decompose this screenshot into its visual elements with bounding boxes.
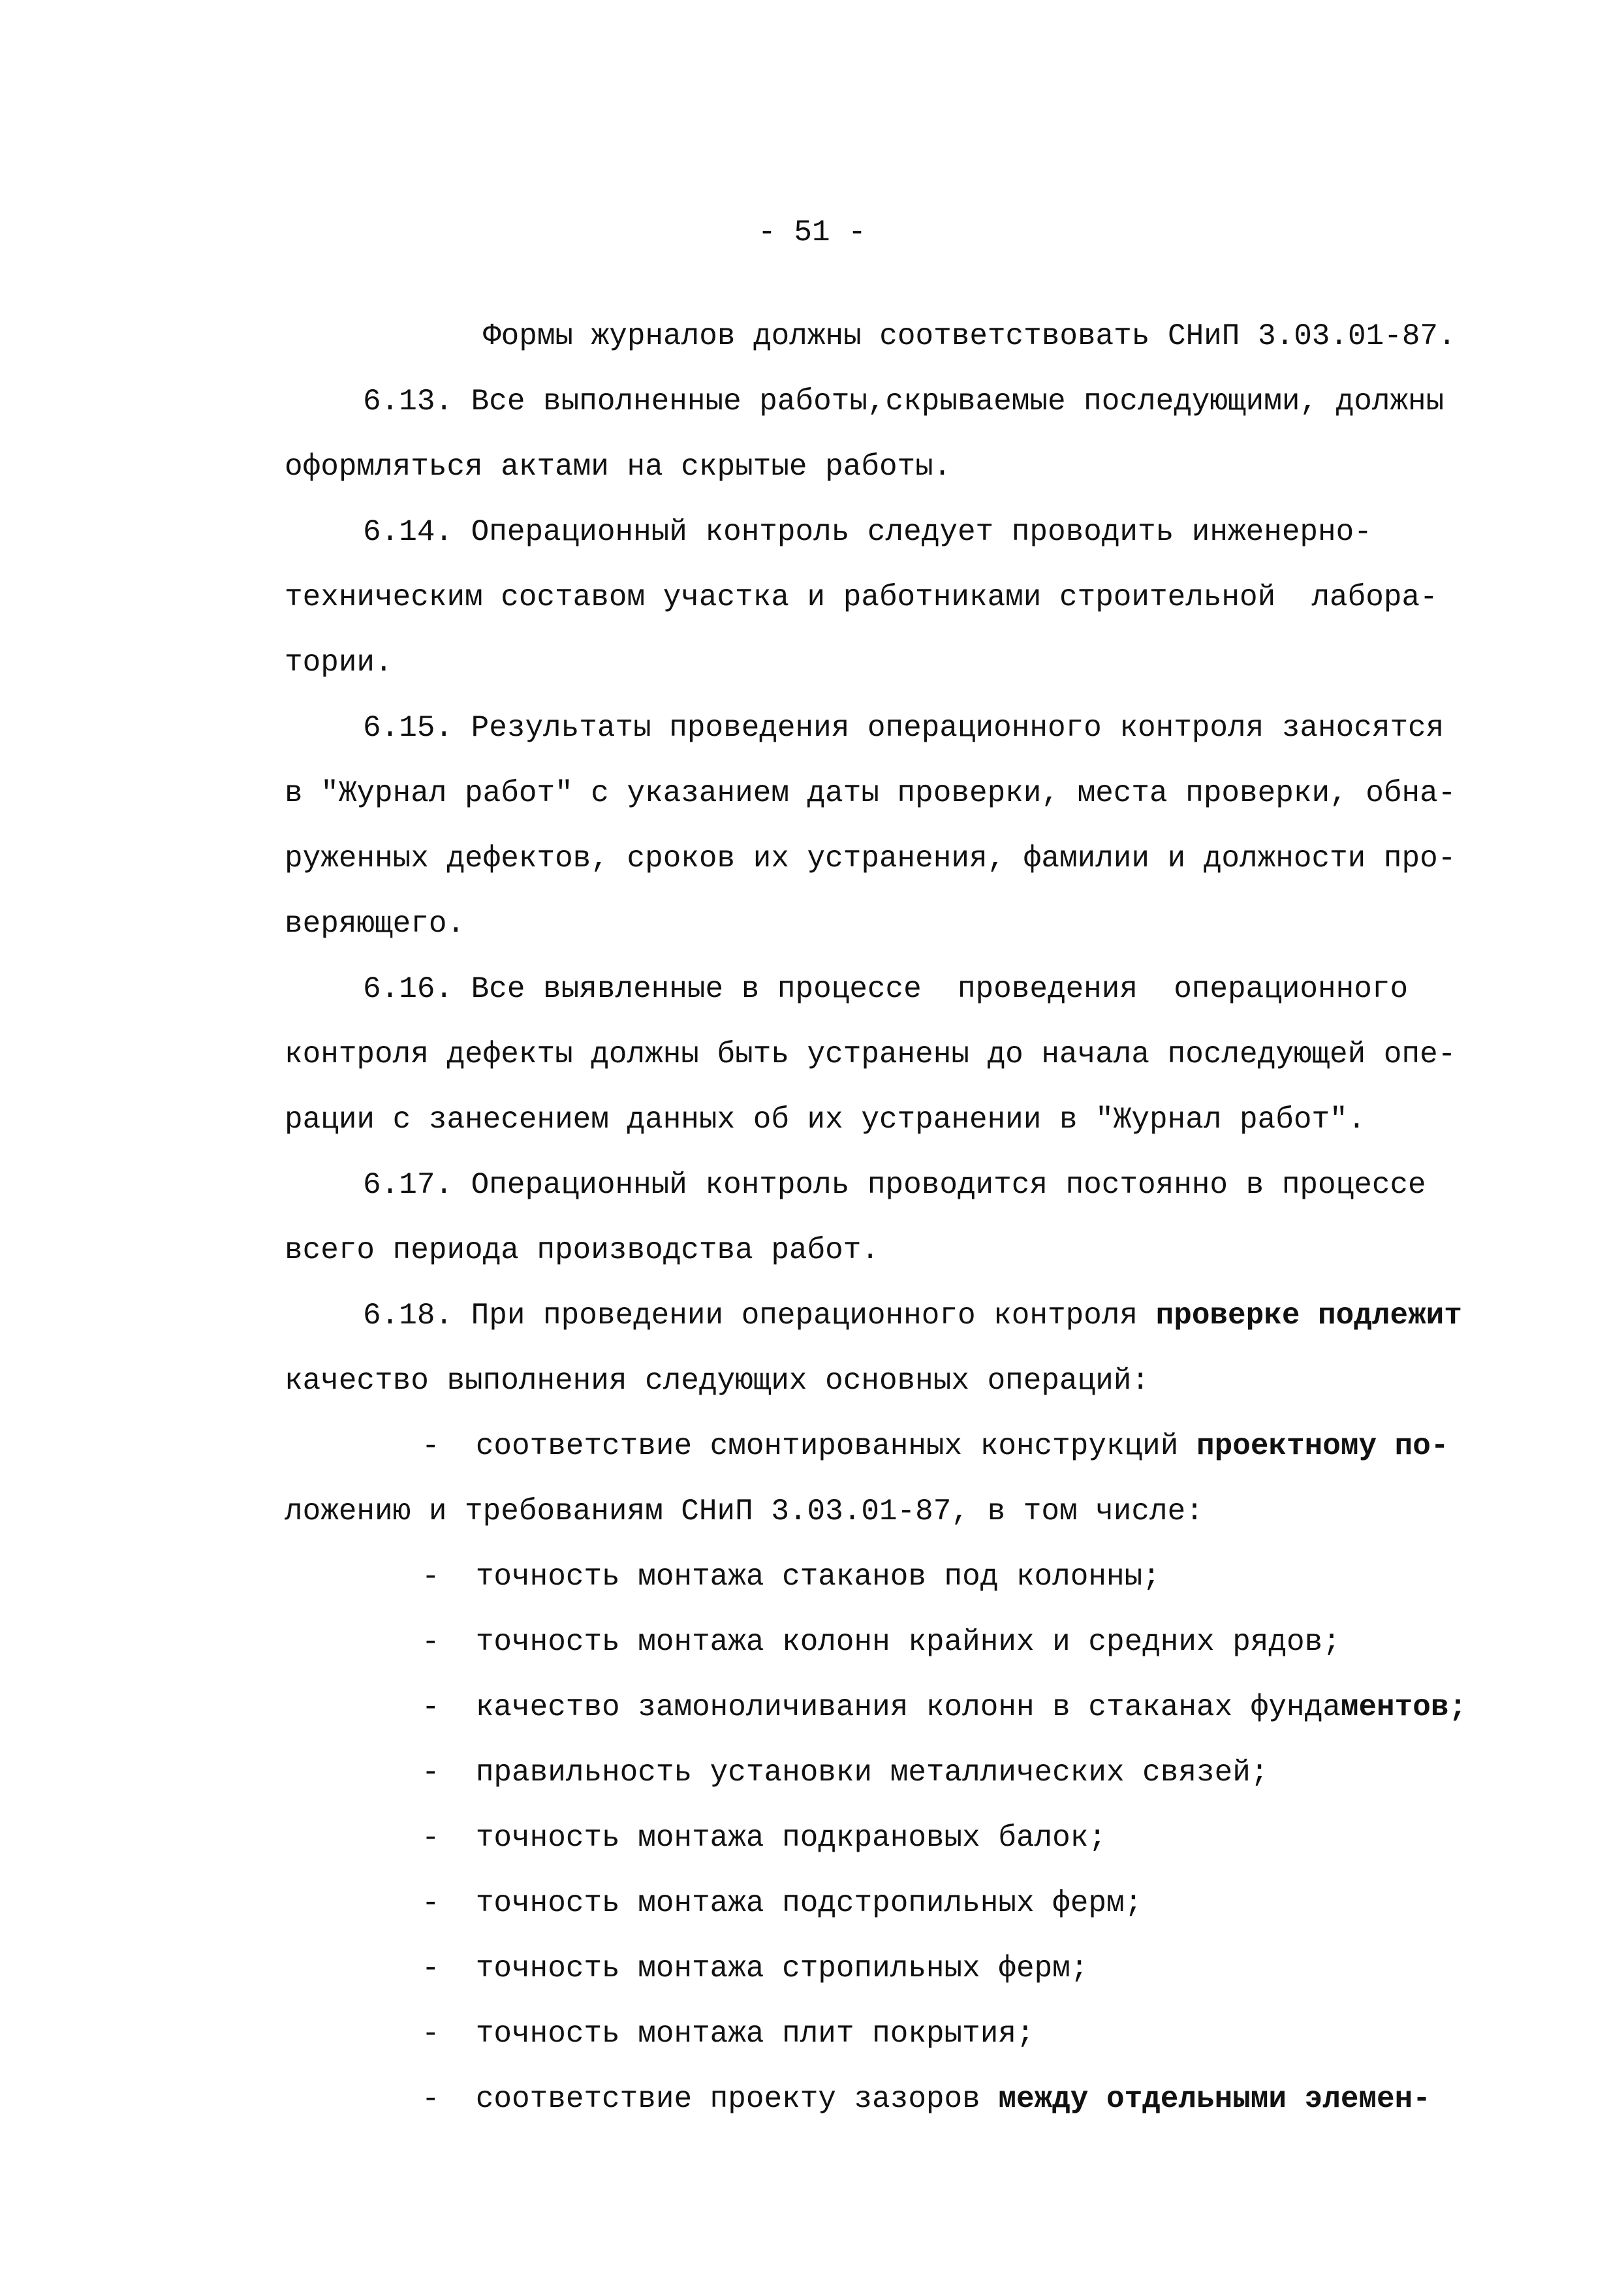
text-line: веряющего. xyxy=(285,907,465,941)
text-line: руженных дефектов, сроков их устранения, фамилии и должности про- xyxy=(285,842,1456,876)
text-line: - точность монтажа подстропильных ферм; xyxy=(422,1886,1143,1920)
text-line: ложению и требованиям СНиП 3.03.01-87, в том числе: xyxy=(285,1494,1204,1528)
text-line: тории. xyxy=(285,646,393,680)
text-line: Формы журналов должны соответствовать СНиП 3.03.01-87. xyxy=(483,319,1456,353)
text-line: - соответствие проекту зазоров между отдельными элемен- xyxy=(422,2082,1431,2116)
text-line: - точность монтажа колонн крайних и средних рядов; xyxy=(422,1625,1341,1659)
text-line: рации с занесением данных об их устранении в "Журнал работ". xyxy=(285,1103,1366,1137)
text-line: всего периода производства работ. xyxy=(285,1233,879,1267)
text-line: 6.14. Операционный контроль следует проводить инженерно- xyxy=(363,515,1372,549)
text-line: - точность монтажа стропильных ферм; xyxy=(422,1952,1089,1985)
text-line: - точность монтажа подкрановых балок; xyxy=(422,1821,1106,1855)
text-line: - точность монтажа стаканов под колонны; xyxy=(422,1560,1161,1594)
text-line: 6.16. Все выявленные в процессе проведения операционного xyxy=(363,972,1409,1006)
text-line: качество выполнения следующих основных операций: xyxy=(285,1364,1150,1398)
text-line: 6.15. Результаты проведения операционного контроля заносятся xyxy=(363,711,1444,745)
text-line: техническим составом участка и работниками строительной лабора- xyxy=(285,580,1438,614)
text-line: - точность монтажа плит покрытия; xyxy=(422,2017,1035,2051)
text-line: в "Журнал работ" с указанием даты проверки, места проверки, обна- xyxy=(285,776,1456,810)
text-line: - качество замоноличивания колонн в стаканах фундаментов; xyxy=(422,1690,1467,1724)
text-line: - правильность установки металлических связей; xyxy=(422,1756,1269,1790)
page-number: - 51 - xyxy=(758,215,866,249)
text-line: оформляться актами на скрытые работы. xyxy=(285,450,952,484)
text-line: - соответствие смонтированных конструкций проектному по- xyxy=(422,1429,1449,1463)
text-line: 6.18. При проведении операционного контроля проверке подлежит xyxy=(363,1299,1462,1333)
text-line: 6.13. Все выполненные работы,скрываемые последующими, должны xyxy=(363,385,1444,419)
text-line: контроля дефекты должны быть устранены до начала последующей опе- xyxy=(285,1037,1456,1071)
text-line: 6.17. Операционный контроль проводится постоянно в процессе xyxy=(363,1168,1426,1202)
